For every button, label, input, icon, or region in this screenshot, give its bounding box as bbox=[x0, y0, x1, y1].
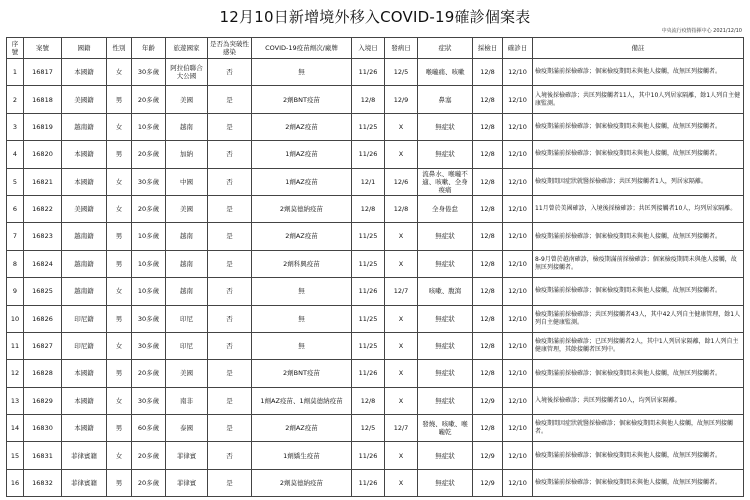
cell-vaccine: 2劑BNT疫苗 bbox=[252, 360, 352, 387]
cell-case-no: 16821 bbox=[24, 168, 62, 195]
cell-vaccine: 1劑AZ疫苗、1劑莫德納疫苗 bbox=[252, 387, 352, 414]
cell-sex: 女 bbox=[107, 195, 132, 222]
cell-onset-date: X bbox=[385, 141, 418, 168]
cell-breakthrough: 否 bbox=[208, 305, 252, 332]
table-row bbox=[7, 223, 744, 250]
cell-symptoms: 無症狀 bbox=[418, 469, 473, 496]
cell-nationality: 本國籍 bbox=[62, 387, 107, 414]
cell-note: 8-9月曾於越南確診，檢疫期滿前採檢確診；個案檢疫期間未與他人接觸，故無匡列接觸者。 bbox=[533, 250, 744, 277]
cell-breakthrough: 否 bbox=[208, 278, 252, 305]
header-cell: 採檢日 bbox=[473, 38, 503, 59]
cell-symptoms: 無症狀 bbox=[418, 442, 473, 469]
cell-test-date: 12/8 bbox=[473, 86, 503, 113]
cell-breakthrough: 是 bbox=[208, 195, 252, 222]
cell-age: 30多歲 bbox=[132, 59, 166, 86]
cell-test-date: 12/8 bbox=[473, 360, 503, 387]
cell-confirm-date: 12/10 bbox=[503, 59, 533, 86]
cell-age: 20多歲 bbox=[132, 442, 166, 469]
cell-sex: 男 bbox=[107, 469, 132, 496]
cell-onset-date: X bbox=[385, 469, 418, 496]
cell-entry-date: 11/25 bbox=[352, 113, 385, 140]
cell-seq: 11 bbox=[7, 332, 24, 359]
header-cell: 是否為突破性感染 bbox=[208, 38, 252, 59]
cell-symptoms: 無症狀 bbox=[418, 113, 473, 140]
cell-case-no: 16826 bbox=[24, 305, 62, 332]
cell-entry-date: 12/8 bbox=[352, 86, 385, 113]
cell-breakthrough: 否 bbox=[208, 332, 252, 359]
cell-onset-date: X bbox=[385, 250, 418, 277]
cell-entry-date: 11/26 bbox=[352, 442, 385, 469]
cell-confirm-date: 12/10 bbox=[503, 305, 533, 332]
table-row bbox=[7, 113, 744, 140]
table-row bbox=[7, 360, 744, 387]
table-row bbox=[7, 250, 744, 277]
cell-vaccine: 2劑莫德納疫苗 bbox=[252, 195, 352, 222]
cell-vaccine: 2劑莫德納疫苗 bbox=[252, 469, 352, 496]
cell-seq: 15 bbox=[7, 442, 24, 469]
cell-note: 檢疫期滿前採檢確診；個案檢疫期間未與他人接觸，故無匡列接觸者。 bbox=[533, 141, 744, 168]
cell-seq: 9 bbox=[7, 278, 24, 305]
cell-confirm-date: 12/10 bbox=[503, 387, 533, 414]
cell-nationality: 本國籍 bbox=[62, 360, 107, 387]
cell-breakthrough: 是 bbox=[208, 223, 252, 250]
cell-case-no: 16824 bbox=[24, 250, 62, 277]
cell-note: 11月曾於美國確診，入境後採檢確診；共匡列接觸者10人，均列居家隔離。 bbox=[533, 195, 744, 222]
cell-nationality: 印尼籍 bbox=[62, 305, 107, 332]
cell-age: 20多歲 bbox=[132, 86, 166, 113]
cell-sex: 男 bbox=[107, 415, 132, 442]
cell-symptoms: 無症狀 bbox=[418, 305, 473, 332]
cell-onset-date: X bbox=[385, 223, 418, 250]
cell-entry-date: 11/26 bbox=[352, 59, 385, 86]
cell-vaccine: 1劑AZ疫苗 bbox=[252, 141, 352, 168]
cell-entry-date: 11/25 bbox=[352, 305, 385, 332]
cell-onset-date: 12/5 bbox=[385, 59, 418, 86]
table-row bbox=[7, 305, 744, 332]
cell-symptoms: 無症狀 bbox=[418, 360, 473, 387]
cell-symptoms: 無症狀 bbox=[418, 387, 473, 414]
cell-confirm-date: 12/10 bbox=[503, 415, 533, 442]
cell-case-no: 16822 bbox=[24, 195, 62, 222]
cell-seq: 2 bbox=[7, 86, 24, 113]
cell-age: 10多歲 bbox=[132, 223, 166, 250]
cell-breakthrough: 是 bbox=[208, 113, 252, 140]
cell-vaccine: 1劑AZ疫苗 bbox=[252, 168, 352, 195]
cell-onset-date: 12/9 bbox=[385, 86, 418, 113]
table-row bbox=[7, 86, 744, 113]
cell-confirm-date: 12/10 bbox=[503, 168, 533, 195]
table-row bbox=[7, 387, 744, 414]
cell-seq: 5 bbox=[7, 168, 24, 195]
cell-seq: 6 bbox=[7, 195, 24, 222]
cell-note: 檢疫期間因症狀就醫採檢確診；個案檢疫期間未與他人接觸，故無匡列接觸者。 bbox=[533, 415, 744, 442]
cell-symptoms: 發燒、咳嗽、喉嚨乾 bbox=[418, 415, 473, 442]
cell-vaccine: 2劑科興疫苗 bbox=[252, 250, 352, 277]
cell-sex: 女 bbox=[107, 332, 132, 359]
cell-age: 60多歲 bbox=[132, 415, 166, 442]
cell-note: 檢疫期滿前採檢確診；個案檢疫期間未與他人接觸，故無匡列接觸者。 bbox=[533, 113, 744, 140]
cell-nationality: 美國籍 bbox=[62, 86, 107, 113]
cell-sex: 女 bbox=[107, 278, 132, 305]
cell-onset-date: 12/8 bbox=[385, 195, 418, 222]
cell-sex: 女 bbox=[107, 59, 132, 86]
header-cell: 確診日 bbox=[503, 38, 533, 59]
cell-breakthrough: 否 bbox=[208, 168, 252, 195]
cell-case-no: 16831 bbox=[24, 442, 62, 469]
cell-vaccine: 無 bbox=[252, 278, 352, 305]
cell-entry-date: 11/25 bbox=[352, 332, 385, 359]
cell-seq: 3 bbox=[7, 113, 24, 140]
cell-confirm-date: 12/10 bbox=[503, 113, 533, 140]
cell-entry-date: 11/25 bbox=[352, 250, 385, 277]
table-body bbox=[7, 59, 744, 497]
cell-entry-date: 12/5 bbox=[352, 415, 385, 442]
cell-case-no: 16832 bbox=[24, 469, 62, 496]
table-row bbox=[7, 415, 744, 442]
cell-travel-country: 美國 bbox=[166, 195, 208, 222]
cell-symptoms: 無症狀 bbox=[418, 332, 473, 359]
table-row bbox=[7, 59, 744, 86]
cell-test-date: 12/8 bbox=[473, 195, 503, 222]
cell-confirm-date: 12/10 bbox=[503, 332, 533, 359]
cell-nationality: 越南籍 bbox=[62, 223, 107, 250]
cell-confirm-date: 12/10 bbox=[503, 195, 533, 222]
header-cell: 性別 bbox=[107, 38, 132, 59]
cell-age: 10多歲 bbox=[132, 278, 166, 305]
cell-travel-country: 阿拉伯聯合大公國 bbox=[166, 59, 208, 86]
table-row bbox=[7, 442, 744, 469]
cell-travel-country: 美國 bbox=[166, 360, 208, 387]
cell-sex: 男 bbox=[107, 360, 132, 387]
cell-seq: 16 bbox=[7, 469, 24, 496]
cell-test-date: 12/8 bbox=[473, 113, 503, 140]
cell-sex: 女 bbox=[107, 168, 132, 195]
cell-travel-country: 印尼 bbox=[166, 332, 208, 359]
cell-onset-date: 12/6 bbox=[385, 168, 418, 195]
cell-travel-country: 中國 bbox=[166, 168, 208, 195]
cell-entry-date: 12/8 bbox=[352, 195, 385, 222]
cell-nationality: 越南籍 bbox=[62, 250, 107, 277]
cell-seq: 1 bbox=[7, 59, 24, 86]
cell-confirm-date: 12/10 bbox=[503, 141, 533, 168]
table-row bbox=[7, 168, 744, 195]
cell-breakthrough: 是 bbox=[208, 469, 252, 496]
cell-test-date: 12/8 bbox=[473, 250, 503, 277]
cell-confirm-date: 12/10 bbox=[503, 360, 533, 387]
cell-entry-date: 11/26 bbox=[352, 360, 385, 387]
cell-note: 檢疫期滿前採檢確診；個案檢疫期間未與他人接觸，故無匡列接觸者。 bbox=[533, 278, 744, 305]
cell-nationality: 菲律賓籍 bbox=[62, 442, 107, 469]
cell-nationality: 本國籍 bbox=[62, 59, 107, 86]
cell-vaccine: 無 bbox=[252, 305, 352, 332]
cell-breakthrough: 是 bbox=[208, 387, 252, 414]
cell-confirm-date: 12/10 bbox=[503, 278, 533, 305]
cell-nationality: 菲律賓籍 bbox=[62, 469, 107, 496]
cell-travel-country: 越南 bbox=[166, 223, 208, 250]
header-cell: 備註 bbox=[533, 38, 744, 59]
cell-age: 20多歲 bbox=[132, 195, 166, 222]
table-row bbox=[7, 278, 744, 305]
cell-entry-date: 11/26 bbox=[352, 278, 385, 305]
cell-age: 20多歲 bbox=[132, 141, 166, 168]
cell-vaccine: 無 bbox=[252, 332, 352, 359]
cell-onset-date: X bbox=[385, 387, 418, 414]
cell-vaccine: 無 bbox=[252, 59, 352, 86]
cell-breakthrough: 是 bbox=[208, 86, 252, 113]
table-row bbox=[7, 141, 744, 168]
cell-note: 入境後採檢確診；共匡列接觸者10人，均列居家隔離。 bbox=[533, 387, 744, 414]
cell-symptoms: 無症狀 bbox=[418, 250, 473, 277]
cell-case-no: 16830 bbox=[24, 415, 62, 442]
header-row bbox=[7, 38, 744, 59]
source-note: 中央流行疫情指揮中心 2021/12/10 bbox=[661, 28, 742, 34]
header-cell: 案號 bbox=[24, 38, 62, 59]
cell-test-date: 12/9 bbox=[473, 469, 503, 496]
cell-seq: 12 bbox=[7, 360, 24, 387]
header-cell: 國籍 bbox=[62, 38, 107, 59]
cell-seq: 10 bbox=[7, 305, 24, 332]
page-title: 12月10日新增境外移入COVID-19確診個案表 bbox=[219, 8, 531, 26]
cell-vaccine: 2劑BNT疫苗 bbox=[252, 86, 352, 113]
cell-travel-country: 加納 bbox=[166, 141, 208, 168]
cell-age: 30多歲 bbox=[132, 168, 166, 195]
table-row bbox=[7, 469, 744, 496]
cell-travel-country: 越南 bbox=[166, 250, 208, 277]
cell-confirm-date: 12/10 bbox=[503, 250, 533, 277]
cell-seq: 7 bbox=[7, 223, 24, 250]
cell-note: 檢疫期間因症狀就醫採檢確診；共匡列接觸者1人，列居家隔離。 bbox=[533, 168, 744, 195]
cell-vaccine: 2劑AZ疫苗 bbox=[252, 223, 352, 250]
cell-breakthrough: 否 bbox=[208, 141, 252, 168]
cell-entry-date: 12/8 bbox=[352, 387, 385, 414]
cell-sex: 女 bbox=[107, 113, 132, 140]
cell-onset-date: X bbox=[385, 113, 418, 140]
cell-vaccine: 1劑嬌生疫苗 bbox=[252, 442, 352, 469]
cell-note: 檢疫期滿前採檢確診；個案檢疫期間未與他人接觸，故無匡列接觸者。 bbox=[533, 442, 744, 469]
cell-test-date: 12/8 bbox=[473, 415, 503, 442]
cell-case-no: 16820 bbox=[24, 141, 62, 168]
cell-sex: 男 bbox=[107, 223, 132, 250]
cell-test-date: 12/9 bbox=[473, 442, 503, 469]
cell-nationality: 越南籍 bbox=[62, 278, 107, 305]
table-row bbox=[7, 332, 744, 359]
cell-note: 檢疫期滿前採檢確診；共匡列接觸者43人，其中42人列自主健康管理，餘1人列自主健康監測。 bbox=[533, 305, 744, 332]
cell-case-no: 16828 bbox=[24, 360, 62, 387]
cell-note: 入境後採檢確診；共匡列接觸者11人，其中10人列居家隔離，餘1人列自主健康監測。 bbox=[533, 86, 744, 113]
cell-case-no: 16827 bbox=[24, 332, 62, 359]
cell-age: 30多歲 bbox=[132, 332, 166, 359]
cell-nationality: 本國籍 bbox=[62, 415, 107, 442]
table-row bbox=[7, 195, 744, 222]
cell-seq: 8 bbox=[7, 250, 24, 277]
cell-breakthrough: 是 bbox=[208, 250, 252, 277]
cell-symptoms: 無症狀 bbox=[418, 141, 473, 168]
cell-sex: 男 bbox=[107, 305, 132, 332]
cell-sex: 男 bbox=[107, 141, 132, 168]
cell-case-no: 16825 bbox=[24, 278, 62, 305]
cell-travel-country: 越南 bbox=[166, 113, 208, 140]
header-cell: 入境日 bbox=[352, 38, 385, 59]
header-cell: COVID-19疫苗劑次/廠牌 bbox=[252, 38, 352, 59]
cell-symptoms: 流鼻水、喉嚨不適、咳嗽、全身痠痛 bbox=[418, 168, 473, 195]
cell-symptoms: 咳嗽、腹瀉 bbox=[418, 278, 473, 305]
cell-test-date: 12/8 bbox=[473, 278, 503, 305]
cell-onset-date: 12/7 bbox=[385, 278, 418, 305]
cell-travel-country: 菲律賓 bbox=[166, 469, 208, 496]
cell-nationality: 印尼籍 bbox=[62, 332, 107, 359]
cell-age: 10多歲 bbox=[132, 113, 166, 140]
cell-sex: 男 bbox=[107, 86, 132, 113]
cell-age: 20多歲 bbox=[132, 360, 166, 387]
cell-age: 30多歲 bbox=[132, 305, 166, 332]
cell-test-date: 12/9 bbox=[473, 387, 503, 414]
cell-nationality: 本國籍 bbox=[62, 168, 107, 195]
cell-entry-date: 11/25 bbox=[352, 223, 385, 250]
cell-note: 檢疫期滿前採檢確診；個案檢疫期間未與他人接觸，故無匡列接觸者。 bbox=[533, 223, 744, 250]
cell-age: 20多歲 bbox=[132, 469, 166, 496]
cell-sex: 男 bbox=[107, 250, 132, 277]
cell-test-date: 12/8 bbox=[473, 141, 503, 168]
cell-case-no: 16817 bbox=[24, 59, 62, 86]
header-cell: 年齡 bbox=[132, 38, 166, 59]
cell-vaccine: 2劑AZ疫苗 bbox=[252, 113, 352, 140]
cell-seq: 14 bbox=[7, 415, 24, 442]
cell-confirm-date: 12/10 bbox=[503, 442, 533, 469]
cell-case-no: 16829 bbox=[24, 387, 62, 414]
case-table bbox=[6, 37, 744, 497]
cell-confirm-date: 12/10 bbox=[503, 223, 533, 250]
cell-note: 檢疫期滿前採檢確診；個案檢疫期間未與他人接觸，故無匡列接觸者。 bbox=[533, 360, 744, 387]
cell-age: 10多歲 bbox=[132, 250, 166, 277]
cell-symptoms: 喉嚨痛、咳嗽 bbox=[418, 59, 473, 86]
cell-sex: 女 bbox=[107, 442, 132, 469]
cell-breakthrough: 否 bbox=[208, 442, 252, 469]
cell-travel-country: 印尼 bbox=[166, 305, 208, 332]
cell-travel-country: 越南 bbox=[166, 278, 208, 305]
cell-seq: 4 bbox=[7, 141, 24, 168]
cell-symptoms: 無症狀 bbox=[418, 223, 473, 250]
cell-travel-country: 南非 bbox=[166, 387, 208, 414]
cell-case-no: 16823 bbox=[24, 223, 62, 250]
cell-confirm-date: 12/10 bbox=[503, 86, 533, 113]
cell-entry-date: 12/1 bbox=[352, 168, 385, 195]
cell-breakthrough: 是 bbox=[208, 415, 252, 442]
cell-confirm-date: 12/10 bbox=[503, 469, 533, 496]
cell-note: 檢疫期滿前採檢確診；個案檢疫期間未與他人接觸，故無匡列接觸者。 bbox=[533, 469, 744, 496]
cell-sex: 女 bbox=[107, 387, 132, 414]
cell-symptoms: 全身倦怠 bbox=[418, 195, 473, 222]
cell-test-date: 12/8 bbox=[473, 223, 503, 250]
header-cell: 序號 bbox=[7, 38, 24, 59]
header-cell: 旅遊國家 bbox=[166, 38, 208, 59]
cell-note: 檢疫期滿前採檢確診；個案檢疫期間未與他人接觸，故無匡列接觸者。 bbox=[533, 59, 744, 86]
cell-vaccine: 2劑AZ疫苗 bbox=[252, 415, 352, 442]
cell-nationality: 本國籍 bbox=[62, 141, 107, 168]
cell-onset-date: X bbox=[385, 305, 418, 332]
cell-breakthrough: 是 bbox=[208, 360, 252, 387]
cell-onset-date: X bbox=[385, 360, 418, 387]
cell-test-date: 12/8 bbox=[473, 168, 503, 195]
cell-travel-country: 美國 bbox=[166, 86, 208, 113]
cell-seq: 13 bbox=[7, 387, 24, 414]
cell-case-no: 16819 bbox=[24, 113, 62, 140]
cell-nationality: 美國籍 bbox=[62, 195, 107, 222]
cell-note: 檢疫期滿前採檢確診；已匡列接觸者2人，其中1人列居家隔離，餘1人列自主健康管理，其餘接觸者匡列中。 bbox=[533, 332, 744, 359]
cell-onset-date: X bbox=[385, 332, 418, 359]
cell-test-date: 12/8 bbox=[473, 332, 503, 359]
cell-onset-date: X bbox=[385, 442, 418, 469]
cell-travel-country: 泰國 bbox=[166, 415, 208, 442]
cell-case-no: 16818 bbox=[24, 86, 62, 113]
cell-breakthrough: 否 bbox=[208, 59, 252, 86]
cell-onset-date: 12/7 bbox=[385, 415, 418, 442]
cell-nationality: 越南籍 bbox=[62, 113, 107, 140]
cell-entry-date: 11/26 bbox=[352, 141, 385, 168]
header-cell: 症狀 bbox=[418, 38, 473, 59]
header-cell: 發病日 bbox=[385, 38, 418, 59]
cell-symptoms: 鼻塞 bbox=[418, 86, 473, 113]
cell-travel-country: 菲律賓 bbox=[166, 442, 208, 469]
cell-test-date: 12/8 bbox=[473, 305, 503, 332]
cell-entry-date: 11/26 bbox=[352, 469, 385, 496]
cell-age: 30多歲 bbox=[132, 387, 166, 414]
cell-test-date: 12/8 bbox=[473, 59, 503, 86]
